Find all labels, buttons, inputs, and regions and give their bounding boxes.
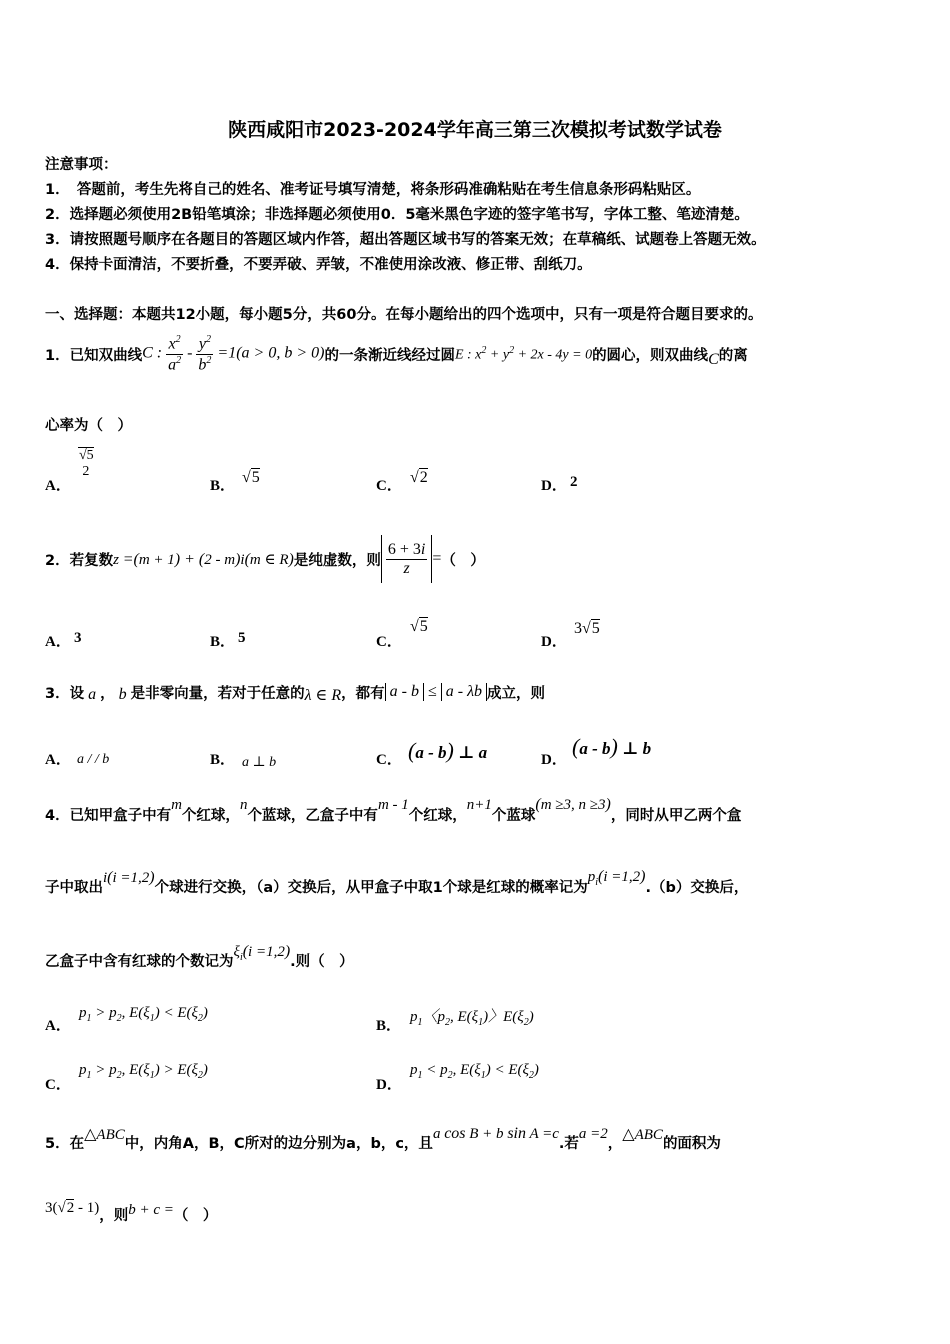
section-heading: 一、选择题：本题共12小题，每小题5分，共60分。在每小题给出的四个选项中，只有一项是符合题目要求的。 bbox=[45, 307, 763, 323]
q4-option-d-value: $p_1 < p_2$, $E(\xi_1) < E(\xi_2)$ bbox=[410, 1062, 539, 1081]
q5-triangle-2: △ABC bbox=[622, 1126, 663, 1143]
q4-var-n-plus-1: n+1 bbox=[466, 796, 492, 813]
q4-text-4: 个红球， bbox=[408, 807, 467, 824]
q4-text-3: 个蓝球，乙盒子中有 bbox=[247, 807, 378, 824]
q4-condition: (m ≥3, n ≥3) bbox=[535, 796, 611, 813]
q2-option-d-label: D． bbox=[541, 634, 567, 650]
q2-complex-formula: z =(m + 1) + (2 - m)i(m ∈ R) bbox=[113, 550, 294, 568]
question-5-stem-line-2 bbox=[45, 1196, 217, 1232]
q3-option-c-value: (a - b) ⊥ a bbox=[408, 738, 488, 763]
q3-text-4: ，都有 bbox=[341, 685, 385, 702]
question-5-stem-line-1 bbox=[45, 1124, 721, 1160]
notice-item-1: 1． 答题前，考生先将自己的姓名、准考证号填写清楚，将条形码准确粘贴在考生信息条形码粘贴区。 bbox=[45, 182, 701, 198]
q1-var-c: C bbox=[708, 351, 719, 368]
q4-text-7: 子中取出 bbox=[45, 879, 103, 896]
q4-text-2: 个红球， bbox=[181, 807, 240, 824]
question-1-stem bbox=[45, 327, 905, 381]
q2-option-c-value: √5 bbox=[410, 618, 428, 635]
q1-circle-formula: E : $x^2 + y^2 + 2x - 4y = 0$ bbox=[454, 344, 593, 363]
q1-text-4: 的离 bbox=[718, 347, 748, 364]
q2-text-2: 是纯虚数，则 bbox=[293, 552, 381, 569]
q4-var-i: i(i =1,2) bbox=[103, 869, 155, 886]
question-4-stem-line-3 bbox=[45, 942, 354, 978]
q4-text-1: 4．已知甲盒子中有 bbox=[45, 807, 172, 824]
question-2-stem: 2．若复数 z =(m + 1) + (2 - m)i(m ∈ R) 是纯虚数，则 $\frac{6 + 3i}{z}$ = （ ） bbox=[45, 532, 485, 586]
q1-hyperbola-formula: C : $\frac{x^2}{a^2}$ - $\frac{y^2}{b^2}$ =1(a > 0, b > 0) bbox=[142, 334, 325, 373]
q5-b-plus-c: b + c = bbox=[128, 1201, 174, 1218]
page-title: 陕西咸阳市2023-2024学年高三第三次模拟考试数学试卷 bbox=[228, 119, 722, 141]
notice-item-4: 4．保持卡面清洁，不要折叠，不要弄破、弄皱，不准使用涂改液、修正带、刮纸刀。 bbox=[45, 257, 592, 273]
q3-option-d-value: (a - b) ⊥ b bbox=[572, 734, 652, 759]
q1-option-a-label: A． bbox=[45, 478, 71, 494]
notice-heading: 注意事项： bbox=[45, 157, 118, 173]
q2-option-b-label: B． bbox=[210, 634, 236, 650]
q3-option-d-label: D． bbox=[541, 752, 567, 768]
q4-text-6: ，同时从甲乙两个盒 bbox=[610, 807, 742, 824]
q4-var-n: n bbox=[239, 796, 248, 813]
q5-equation: a cos B + b sin A =c bbox=[432, 1125, 559, 1142]
question-3-stem bbox=[45, 676, 545, 708]
q2-text-1: 2．若复数 bbox=[45, 552, 114, 569]
q5-text-7: （ ） bbox=[173, 1207, 218, 1224]
q4-option-a-label: A． bbox=[45, 1018, 71, 1034]
q1-text-5: 心率为（ ） bbox=[45, 418, 132, 434]
question-4-stem-line-2 bbox=[45, 868, 748, 904]
q1-text-3: 的圆心，则双曲线 bbox=[592, 347, 709, 364]
q3-inequality: a - b ≤ a - λb bbox=[385, 683, 487, 701]
q4-var-m-minus-1: m - 1 bbox=[377, 796, 409, 813]
q1-option-c-label: C． bbox=[376, 478, 402, 494]
q4-var-xi: $\xi_i(i =1,2)$ bbox=[233, 943, 291, 963]
q4-text-9: .（b）交换后， bbox=[645, 879, 749, 896]
q2-option-b-value: 5 bbox=[238, 630, 246, 646]
q3-text-3: 是非零向量，若对于任意的 bbox=[130, 685, 305, 702]
q1-option-d-label: D． bbox=[541, 478, 567, 494]
q4-option-c-label: C． bbox=[45, 1077, 71, 1093]
q4-var-m: m bbox=[171, 796, 182, 813]
q4-option-b-value: $p_1$〈$p_2$, $E(\xi_1)$〉$E(\xi_2)$ bbox=[410, 1009, 534, 1028]
q5-text-4: ， bbox=[607, 1135, 623, 1152]
notice-item-3: 3．请按照题号顺序在各题目的答题区域内作答，超出答题区域书写的答案无效；在草稿纸、试题卷上答题无效。 bbox=[45, 232, 766, 248]
q1-option-d-value: 2 bbox=[570, 474, 578, 490]
q4-text-8: 个球进行交换，（a）交换后，从甲盒子中取1个球是红球的概率记为 bbox=[154, 879, 588, 896]
q4-var-p: $p_i(i =1,2)$ bbox=[587, 868, 646, 888]
q1-text-2: 的一条渐近线经过圆 bbox=[324, 347, 455, 364]
q4-text-5: 个蓝球 bbox=[491, 807, 536, 824]
q1-option-b-label: B． bbox=[210, 478, 236, 494]
q1-option-a-value: √5 2 bbox=[79, 448, 94, 479]
q4-text-10: 乙盒子中含有红球的个数记为 bbox=[45, 953, 234, 970]
q3-text-1: 3．设 bbox=[45, 685, 85, 702]
q3-option-a-label: A． bbox=[45, 752, 71, 768]
q4-option-d-label: D． bbox=[376, 1077, 402, 1093]
q3-option-b-value: a ⊥ b bbox=[242, 755, 277, 770]
notice-item-2: 2．选择题必须使用2B铅笔填涂；非选择题必须使用0．5毫米黑色字迹的签字笔书写，字体工整、笔迹清楚。 bbox=[45, 207, 749, 223]
q4-text-11: .则（ ） bbox=[290, 953, 354, 970]
q5-text-2: 中，内角A，B，C所对的边分别为a，b，c，且 bbox=[124, 1135, 433, 1152]
q5-text-1: 5．在 bbox=[45, 1135, 85, 1152]
q2-option-a-value: 3 bbox=[74, 630, 82, 646]
q1-text-1: 1．已知双曲线 bbox=[45, 347, 143, 364]
q3-option-b-label: B． bbox=[210, 752, 236, 768]
q1-option-c-value: √2 bbox=[410, 469, 428, 486]
q5-text-6: ，则 bbox=[99, 1207, 129, 1224]
q4-option-b-label: B． bbox=[376, 1018, 402, 1034]
q5-text-3: .若 bbox=[558, 1135, 579, 1152]
q1-option-b-value: √5 bbox=[242, 469, 260, 486]
q4-option-a-value: $p_1 > p_2$, $E(\xi_1) < E(\xi_2)$ bbox=[79, 1005, 208, 1024]
q3-var-b: b bbox=[114, 686, 131, 703]
question-4-stem-line-1 bbox=[45, 796, 741, 832]
q2-option-a-label: A． bbox=[45, 634, 71, 650]
q5-text-5: 的面积为 bbox=[662, 1135, 721, 1152]
q3-option-a-value: a / / b bbox=[77, 752, 110, 767]
q3-var-a: a bbox=[84, 686, 101, 703]
q5-triangle: △ABC bbox=[84, 1126, 125, 1143]
q3-text-2: ， bbox=[100, 685, 115, 702]
q3-text-5: 成立，则 bbox=[487, 685, 546, 702]
q2-abs-expression: $\frac{6 + 3i}{z}$ bbox=[381, 535, 432, 583]
q3-lambda-formula: λ ∈ R bbox=[304, 687, 342, 704]
q3-option-c-label: C． bbox=[376, 752, 402, 768]
q2-option-d-value: 3√5 bbox=[574, 620, 600, 637]
q5-a-value: a =2 bbox=[578, 1125, 608, 1142]
q2-option-c-label: C． bbox=[376, 634, 402, 650]
q2-text-3: （ ） bbox=[441, 552, 485, 569]
q4-option-c-value: $p_1 > p_2$, $E(\xi_1) > E(\xi_2)$ bbox=[79, 1062, 208, 1081]
q5-area: 3(√2 - 1) bbox=[45, 1199, 100, 1216]
